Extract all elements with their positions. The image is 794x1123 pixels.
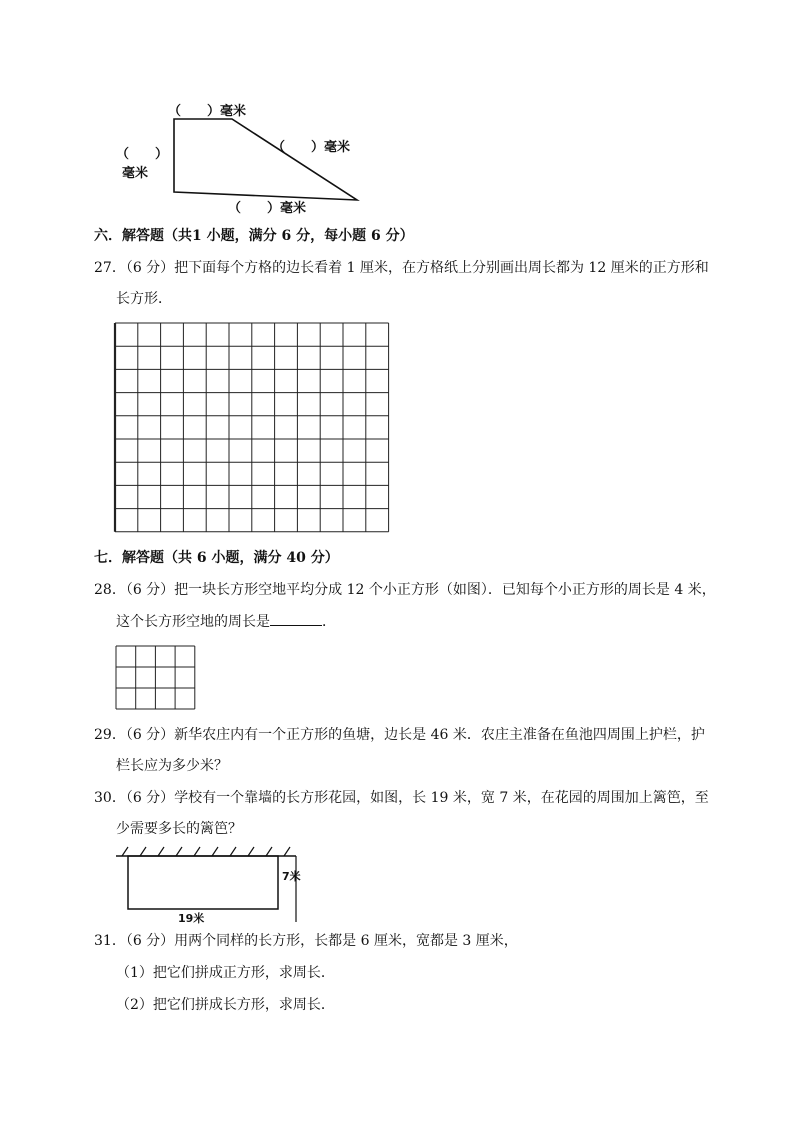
wall-hatching [122,847,290,856]
q30-line1: 30．（6 分）学校有一个靠墙的长方形花园，如图，长 19 米，宽 7 米，在花园的周围加上篱笆，至 [94,790,709,806]
trapezoid-slant-label: （ ）毫米 [272,140,351,155]
q28-line2-prefix: 这个长方形空地的周长是 [116,614,270,630]
q27-line2: 长方形． [116,291,172,307]
garden-length-label: 19米 [178,912,205,925]
section6-heading: 六．解答题（共1 小题，满分 6 分，每小题 6 分） [94,228,414,244]
trapezoid-top-label: （ ）毫米 [168,104,247,119]
q31-line1: 31．（6 分）用两个同样的长方形，长都是 6 厘米，宽都是 3 厘米， [94,933,518,949]
q31-part1: （1）把它们拼成正方形，求周长． [116,965,335,981]
q27-line1: 27．（6 分）把下面每个方格的边长看着 1 厘米，在方格纸上分别画出周长都为 12 厘米的正方形和 [94,260,709,276]
q28-line2-suffix: ． [322,614,336,630]
trapezoid-bottom-label: （ ）毫米 [228,201,307,216]
q28-line1: 28．（6 分）把一块长方形空地平均分成 12 个小正方形（如图）．已知每个小正方形的周长是 4 米， [94,582,716,598]
trapezoid-left-label-paren: （ ） [116,147,169,162]
q30-line2: 少需要多长的篱笆？ [116,821,242,837]
q31-part2: （2）把它们拼成长方形，求周长． [116,997,335,1013]
trapezoid-left-label-unit: 毫米 [122,166,149,181]
section7-heading: 七．解答题（共 6 小题，满分 40 分） [94,550,339,566]
q29-line1: 29．（6 分）新华农庄内有一个正方形的鱼塘，边长是 46 米．农庄主准备在鱼池四周围上护栏，护 [94,727,705,743]
q29-line2: 栏长应为多少米？ [116,758,228,774]
garden-rectangle [128,856,278,909]
garden-width-label: 7米 [282,870,301,883]
